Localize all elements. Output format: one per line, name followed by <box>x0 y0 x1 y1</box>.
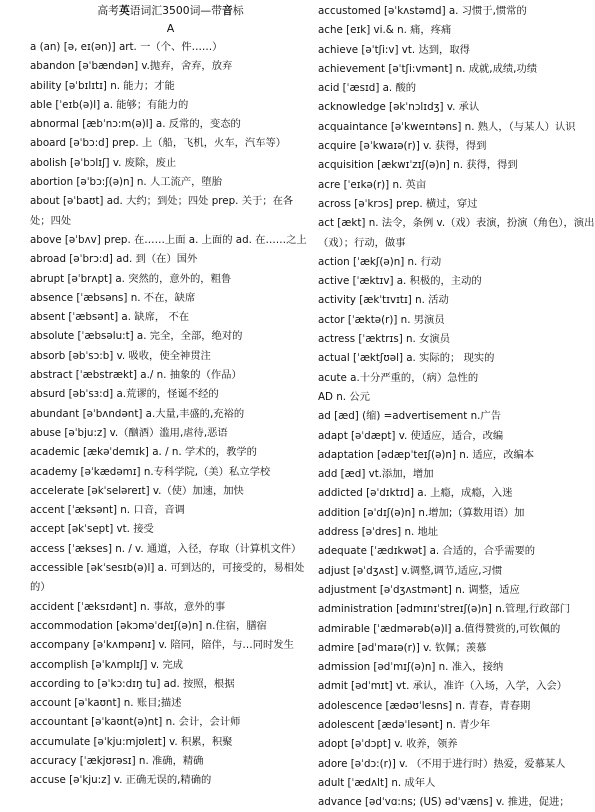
vocab-entry: acquaintance [əˈkweɪntəns] n. 熟人，（与某人）认识 <box>318 120 576 133</box>
vocab-entry: administration [ədmɪnɪˈstreɪʃ(ə)n] n.管理,行政部门 <box>318 603 571 616</box>
vocab-entry: about [əˈbaʊt] ad. 大约；到处；四处 prep. 关于；在各处；四处 <box>30 195 294 227</box>
vocab-entry: address [əˈdres] n. 地址 <box>318 526 439 539</box>
vocab-entry: access [ˈækses] n. / v. 通道，入径，存取（计算机文件） <box>30 542 302 555</box>
vocab-entry: abstract [ˈæbstrækt] a./ n. 抽象的（作品） <box>30 369 242 382</box>
vocab-entry: admirable [ˈædmərəb(ə)l] a.值得赞赏的,可钦佩的 <box>318 622 561 635</box>
vocab-entry: accumulate [əˈkju:mjʊleɪt] v. 积累，积聚 <box>30 735 233 748</box>
vocab-entry: ability [əˈbɪlɪtɪ] n. 能力；才能 <box>30 79 175 92</box>
vocab-entry: add [æd] vt.添加，增加 <box>318 468 434 481</box>
vocab-entry: accuracy [ˈækjʊrəsɪ] n. 准确，精确 <box>30 754 204 767</box>
vocab-entry: accident [ˈæksɪdənt] n. 事故，意外的事 <box>30 600 226 613</box>
vocab-entry: active [ˈæktɪv] a. 积极的，主动的 <box>318 275 482 288</box>
vocab-entry: adjust [əˈdʒʌst] v.调整,调节,适应,习惯 <box>318 564 503 577</box>
vocab-entry: activity [ækˈtɪvɪtɪ] n. 活动 <box>318 294 449 307</box>
vocab-entry: actress [ˈæktrɪs] n. 女演员 <box>318 333 450 346</box>
vocab-entry: actor [ˈæktə(r)] n. 男演员 <box>318 313 445 326</box>
title-prefix: 高考 <box>97 4 119 17</box>
vocab-entry: abundant [əˈbʌndənt] a.大量,丰盛的,充裕的 <box>30 407 245 420</box>
right-entry-list <box>318 2 595 812</box>
vocab-entry: addicted [əˈdɪktɪd] a. 上瘾，成瘾，入迷 <box>318 487 513 500</box>
vocab-entry: aboard [əˈbɔ:d] prep. 上（船，飞机，火车，汽车等） <box>30 137 287 150</box>
vocab-entry: adolescence [ædəʊˈlesns] n. 青春，青春期 <box>318 699 531 712</box>
vocab-entry: absent [ˈæbsənt] a. 缺席， 不在 <box>30 311 190 324</box>
vocab-entry: accustomed [əˈkʌstəmd] a. 习惯于,惯常的 <box>318 5 527 17</box>
section-letter: A <box>166 22 175 35</box>
vocab-entry: accuse [əˈkju:z] v. 正确无误的,精确的 <box>30 774 212 787</box>
vocab-entry: across [əˈkrɔs] prep. 横过，穿过 <box>318 197 478 210</box>
vocab-entry: adopt [əˈdɔpt] v. 收养，领养 <box>318 738 458 751</box>
vocab-entry: able [ˈeɪb(ə)l] a. 能够；有能力的 <box>30 98 189 111</box>
vocab-entry: acute a.十分严重的，（病）急性的 <box>318 371 479 384</box>
right-column <box>318 2 595 812</box>
title-bold-2: 音 <box>222 4 233 17</box>
vocab-entry: AD n. 公元 <box>318 390 370 403</box>
vocab-entry: abuse [əˈbju:z] v.（酗酒）滥用,虐待,恶语 <box>30 426 228 439</box>
vocab-entry: addition [əˈdɪʃ(ə)n] n.增加;（算数用语）加 <box>318 506 525 519</box>
vocab-entry: accountant [əˈkaʊnt(ə)nt] n. 会计，会计师 <box>30 716 241 729</box>
vocab-entry: adjustment [əˈdʒʌstmənt] n. 调整，适应 <box>318 583 520 596</box>
title-suffix: 标 <box>232 4 244 17</box>
vocab-entry: absurd [əbˈsɜ:d] a.荒谬的，怪诞不经的 <box>30 388 219 401</box>
vocab-entry: abrupt [əˈbrʌpt] a. 突然的，意外的，粗鲁 <box>30 272 232 285</box>
vocab-entry: accommodation [əkɔməˈdeɪʃ(ə)n] n.住宿，膳宿 <box>30 619 267 632</box>
page-title <box>30 2 311 20</box>
vocab-entry: ad [æd] (缩) =advertisement n.广告 <box>318 410 502 423</box>
vocab-entry: abnormal [æbˈnɔ:m(ə)l] a. 反常的，变态的 <box>30 118 241 131</box>
vocab-entry: above [əˈbʌv] prep. 在……上面 a. 上面的 ad. 在……之上 <box>30 233 307 246</box>
vocab-entry: ache [eɪk] vi.& n. 痛，疼痛 <box>318 24 452 37</box>
vocab-entry: act [ækt] n. 法令，条例 v.（戏）表演，扮演（角色），演出（戏）；行动，做事 <box>318 217 595 249</box>
left-column <box>30 2 311 791</box>
vocab-entry: actual [ˈæktʃʊəl] a. 实际的； 现实的 <box>318 352 495 365</box>
vocab-entry: admit [ədˈmɪt] vt. 承认，准许（入场，入学，入会） <box>318 680 568 693</box>
title-bold: 英 <box>118 4 130 17</box>
vocab-entry: abandon [əˈbændən] v.抛弃，舍弃，放弃 <box>30 60 233 73</box>
vocab-entry: adolescent [ædəˈlesənt] n. 青少年 <box>318 718 491 731</box>
vocab-entry: absolute [ˈæbsəlu:t] a. 完全，全部，绝对的 <box>30 330 243 343</box>
vocab-entry: achievement [əˈtʃi:vmənt] n. 成就,成绩,功绩 <box>318 62 538 75</box>
vocab-entry: a (an) [ə, eɪ(ən)] art. 一（个、件……） <box>30 41 223 53</box>
vocab-entry: abolish [əˈbɔlɪʃ] v. 废除，废止 <box>30 156 177 169</box>
vocab-entry: accompany [əˈkʌmpənɪ] v. 陪同，陪伴，与…同时发生 <box>30 639 294 652</box>
vocab-entry: adore [əˈdɔ:(r)] v. （不用于进行时）热爱，爱慕某人 <box>318 757 566 770</box>
vocab-entry: acre [ˈeɪkə(r)] n. 英亩 <box>318 178 427 191</box>
vocab-entry: acknowledge [əkˈnɔlɪdʒ] v. 承认 <box>318 101 480 114</box>
vocab-entry: admission [ədˈmɪʃ(ə)n] n. 准入，接纳 <box>318 661 504 674</box>
vocab-entry: accelerate [əkˈseləreɪt] v.（使）加速，加快 <box>30 484 244 497</box>
vocab-entry: acquire [əˈkwaɪə(r)] v. 获得，得到 <box>318 140 487 153</box>
vocab-entry: acquisition [ækwɪˈzɪʃ(ə)n] n. 获得，得到 <box>318 159 518 172</box>
vocab-entry: accomplish [əˈkʌmplɪʃ] v. 完成 <box>30 658 184 671</box>
title-mid: 语词汇3500词—带 <box>129 4 223 17</box>
vocab-entry: achieve [əˈtʃi:v] vt. 达到，取得 <box>318 43 470 56</box>
vocab-entry: according to [əˈkɔ:dɪŋ tu] ad. 按照，根据 <box>30 677 235 690</box>
vocab-entry: adequate [ˈædɪkwət] a. 合适的，合乎需要的 <box>318 545 536 558</box>
vocab-entry: accept [əkˈsept] vt. 接受 <box>30 523 154 536</box>
vocab-entry: adapt [əˈdæpt] v. 使适应，适合，改编 <box>318 429 504 442</box>
vocab-entry: academic [ækəˈdemɪk] a. / n. 学术的，教学的 <box>30 446 257 459</box>
vocab-entry: accent [ˈæksənt] n. 口音，音调 <box>30 504 185 517</box>
vocab-entry: accessible [əkˈsesɪb(ə)l] a. 可到达的，可接受的，易相处的） <box>30 562 305 594</box>
vocab-entry: account [əˈkaʊnt] n. 账目;描述 <box>30 697 182 710</box>
left-entry-list <box>30 38 311 791</box>
vocab-entry: abortion [əˈbɔ:ʃ(ə)n] n. 人工流产，堕胎 <box>30 176 223 189</box>
vocab-entry: adult [ˈædʌlt] n. 成年人 <box>318 776 436 789</box>
vocab-entry: academy [əˈkædəmɪ] n.专科学院,（美）私立学校 <box>30 465 271 478</box>
vocab-entry: advance [ədˈvɑ:ns; (US) ədˈvæns] v. 推进，促进； <box>318 796 570 809</box>
vocab-entry: adaptation [ədæpˈteɪʃ(ə)n] n. 适应，改编本 <box>318 448 535 461</box>
vocab-entry: acid [ˈæsɪd] a. 酸的 <box>318 82 417 95</box>
vocab-entry: abroad [əˈbrɔ:d] ad. 到（在）国外 <box>30 253 198 266</box>
vocab-entry: absence [ˈæbsəns] n. 不在，缺席 <box>30 291 196 304</box>
vocab-entry: action [ˈækʃ(ə)n] n. 行动 <box>318 255 442 268</box>
vocab-entry: absorb [əbˈsɔ:b] v. 吸收，使全神贯注 <box>30 349 211 362</box>
vocab-entry: admire [ədˈmaɪə(r)] v. 钦佩；羡慕 <box>318 641 487 654</box>
